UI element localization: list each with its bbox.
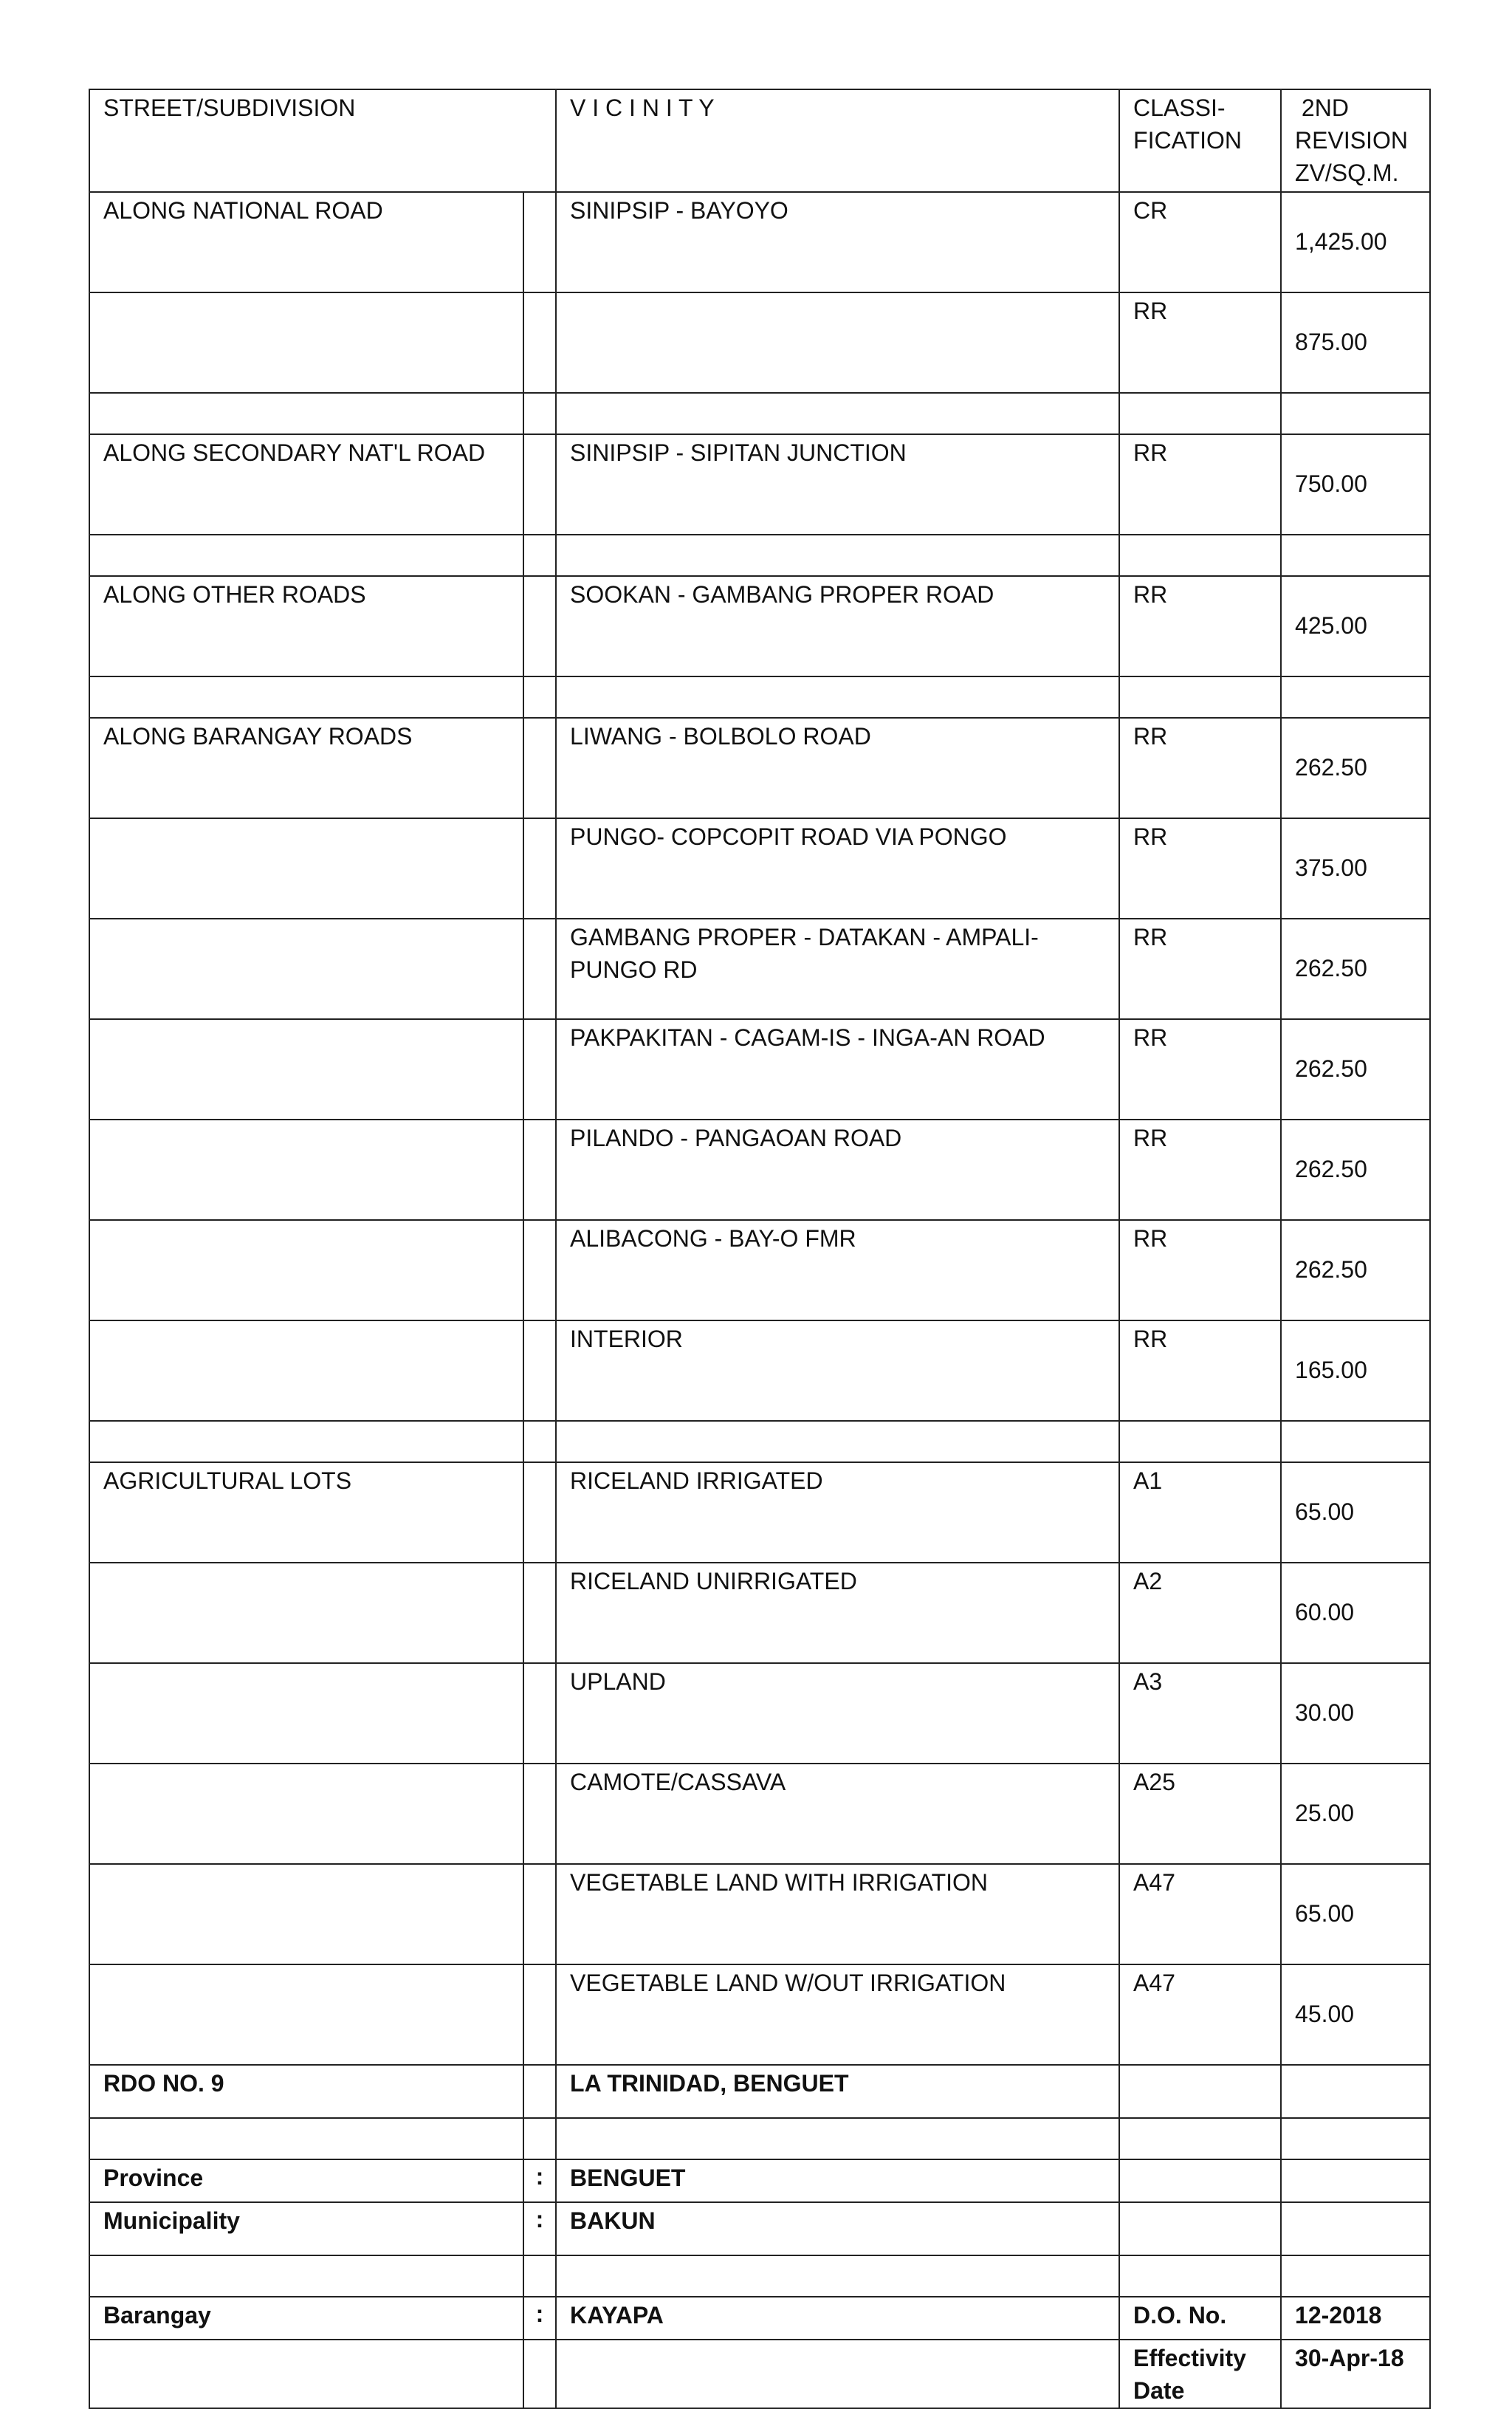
vicinity-cell: VEGETABLE LAND WITH IRRIGATION — [556, 1864, 1119, 1964]
vicinity-cell: PAKPAKITAN - CAGAM-IS - INGA-AN ROAD — [556, 1019, 1119, 1120]
blank-row — [89, 393, 1430, 434]
effectivity-label: Effectivity Date — [1119, 2340, 1281, 2408]
province-row — [89, 2159, 1430, 2202]
vicinity-cell: SOOKAN - GAMBANG PROPER ROAD — [556, 576, 1119, 676]
table-row — [89, 718, 1430, 818]
table-row — [89, 192, 1430, 292]
value-cell: 25.00 — [1281, 1764, 1430, 1864]
value-cell: 30.00 — [1281, 1663, 1430, 1764]
street-cell: AGRICULTURAL LOTS — [89, 1462, 523, 1563]
table-row — [89, 434, 1430, 535]
municipality-row — [89, 2202, 1430, 2255]
street-cell — [89, 1964, 523, 2065]
rdo-label: RDO NO. 9 — [89, 2065, 523, 2118]
colon: : — [523, 2202, 556, 2255]
blank-row — [89, 2255, 1430, 2297]
table-row — [89, 1764, 1430, 1864]
street-header: STREET/SUBDIVISION — [89, 89, 556, 192]
table-row — [89, 1864, 1430, 1964]
value-cell: 262.50 — [1281, 1019, 1430, 1120]
vicinity-cell: SINIPSIP - BAYOYO — [556, 192, 1119, 292]
municipality-label: Municipality — [89, 2202, 523, 2255]
classification-cell: CR — [1119, 192, 1281, 292]
street-cell — [89, 1663, 523, 1764]
table-row — [89, 1563, 1430, 1663]
classification-cell: RR — [1119, 434, 1281, 535]
classification-cell: A47 — [1119, 1964, 1281, 2065]
street-cell: ALONG BARANGAY ROADS — [89, 718, 523, 818]
vicinity-header: V I C I N I T Y — [556, 89, 1119, 192]
classification-cell: A1 — [1119, 1462, 1281, 1563]
vicinity-cell: SINIPSIP - SIPITAN JUNCTION — [556, 434, 1119, 535]
classification-cell: RR — [1119, 919, 1281, 1019]
table-row — [89, 576, 1430, 676]
value-cell: 875.00 — [1281, 292, 1430, 393]
blank-row — [89, 535, 1430, 576]
street-cell: ALONG NATIONAL ROAD — [89, 192, 523, 292]
rdo-location: LA TRINIDAD, BENGUET — [556, 2065, 1119, 2118]
vicinity-cell: PUNGO- COPCOPIT ROAD VIA PONGO — [556, 818, 1119, 919]
vicinity-cell: INTERIOR — [556, 1320, 1119, 1421]
classification-cell: RR — [1119, 292, 1281, 393]
street-cell — [89, 1120, 523, 1220]
street-cell — [89, 292, 523, 393]
value-cell: 165.00 — [1281, 1320, 1430, 1421]
classification-cell: RR — [1119, 1120, 1281, 1220]
table-row — [89, 1320, 1430, 1421]
classification-cell: A2 — [1119, 1563, 1281, 1663]
effectivity-date: 30-Apr-18 — [1281, 2340, 1430, 2408]
vicinity-cell: LIWANG - BOLBOLO ROAD — [556, 718, 1119, 818]
vicinity-cell: GAMBANG PROPER - DATAKAN - AMPALI-PUNGO RD — [556, 919, 1119, 1019]
province-value: BENGUET — [556, 2159, 1119, 2202]
vicinity-cell — [556, 292, 1119, 393]
street-cell — [89, 919, 523, 1019]
classification-cell: RR — [1119, 718, 1281, 818]
vicinity-cell: CAMOTE/CASSAVA — [556, 1764, 1119, 1864]
table-row — [89, 1663, 1430, 1764]
value-cell: 375.00 — [1281, 818, 1430, 919]
header-row — [89, 89, 1430, 192]
rdo-row — [89, 2065, 1430, 2118]
value-cell: 65.00 — [1281, 1462, 1430, 1563]
classification-cell: A47 — [1119, 1864, 1281, 1964]
table-row — [89, 1120, 1430, 1220]
value-cell: 1,425.00 — [1281, 192, 1430, 292]
classification-cell: RR — [1119, 576, 1281, 676]
blank-row — [89, 676, 1430, 718]
classification-cell: RR — [1119, 1220, 1281, 1320]
colon: : — [523, 2297, 556, 2340]
effectivity-row — [89, 2340, 1430, 2408]
barangay-row — [89, 2297, 1430, 2340]
province-label: Province — [89, 2159, 523, 2202]
street-cell — [89, 1320, 523, 1421]
value-cell: 262.50 — [1281, 919, 1430, 1019]
revision-header: 2ND REVISION ZV/SQ.M. — [1281, 89, 1430, 192]
classification-cell: A3 — [1119, 1663, 1281, 1764]
value-cell: 65.00 — [1281, 1864, 1430, 1964]
table-row — [89, 1964, 1430, 2065]
municipality-value: BAKUN — [556, 2202, 1119, 2255]
zonal-value-table — [89, 89, 1431, 2409]
street-cell: ALONG OTHER ROADS — [89, 576, 523, 676]
vicinity-cell: RICELAND UNIRRIGATED — [556, 1563, 1119, 1663]
classification-header: CLASSI- FICATION — [1119, 89, 1281, 192]
value-cell: 262.50 — [1281, 1120, 1430, 1220]
street-cell — [89, 1563, 523, 1663]
value-cell: 262.50 — [1281, 718, 1430, 818]
do-label: D.O. No. — [1119, 2297, 1281, 2340]
blank-row — [89, 1421, 1430, 1462]
barangay-value: KAYAPA — [556, 2297, 1119, 2340]
vicinity-cell: VEGETABLE LAND W/OUT IRRIGATION — [556, 1964, 1119, 2065]
vicinity-cell: PILANDO - PANGAOAN ROAD — [556, 1120, 1119, 1220]
street-cell — [89, 1864, 523, 1964]
vicinity-cell: RICELAND IRRIGATED — [556, 1462, 1119, 1563]
table-row — [89, 1462, 1430, 1563]
table-row — [89, 818, 1430, 919]
vicinity-cell: UPLAND — [556, 1663, 1119, 1764]
value-cell: 60.00 — [1281, 1563, 1430, 1663]
table-row — [89, 1019, 1430, 1120]
street-cell: ALONG SECONDARY NAT'L ROAD — [89, 434, 523, 535]
classification-cell: A25 — [1119, 1764, 1281, 1864]
street-cell — [89, 818, 523, 919]
table-row — [89, 1220, 1430, 1320]
street-cell — [89, 1220, 523, 1320]
colon: : — [523, 2159, 556, 2202]
classification-cell: RR — [1119, 818, 1281, 919]
barangay-label: Barangay — [89, 2297, 523, 2340]
do-number: 12-2018 — [1281, 2297, 1430, 2340]
table-row — [89, 919, 1430, 1019]
vicinity-cell: ALIBACONG - BAY-O FMR — [556, 1220, 1119, 1320]
classification-cell: RR — [1119, 1320, 1281, 1421]
value-cell: 45.00 — [1281, 1964, 1430, 2065]
value-cell: 425.00 — [1281, 576, 1430, 676]
street-cell — [89, 1019, 523, 1120]
classification-cell: RR — [1119, 1019, 1281, 1120]
table-row — [89, 292, 1430, 393]
street-cell — [89, 1764, 523, 1864]
value-cell: 262.50 — [1281, 1220, 1430, 1320]
value-cell: 750.00 — [1281, 434, 1430, 535]
blank-row — [89, 2118, 1430, 2159]
